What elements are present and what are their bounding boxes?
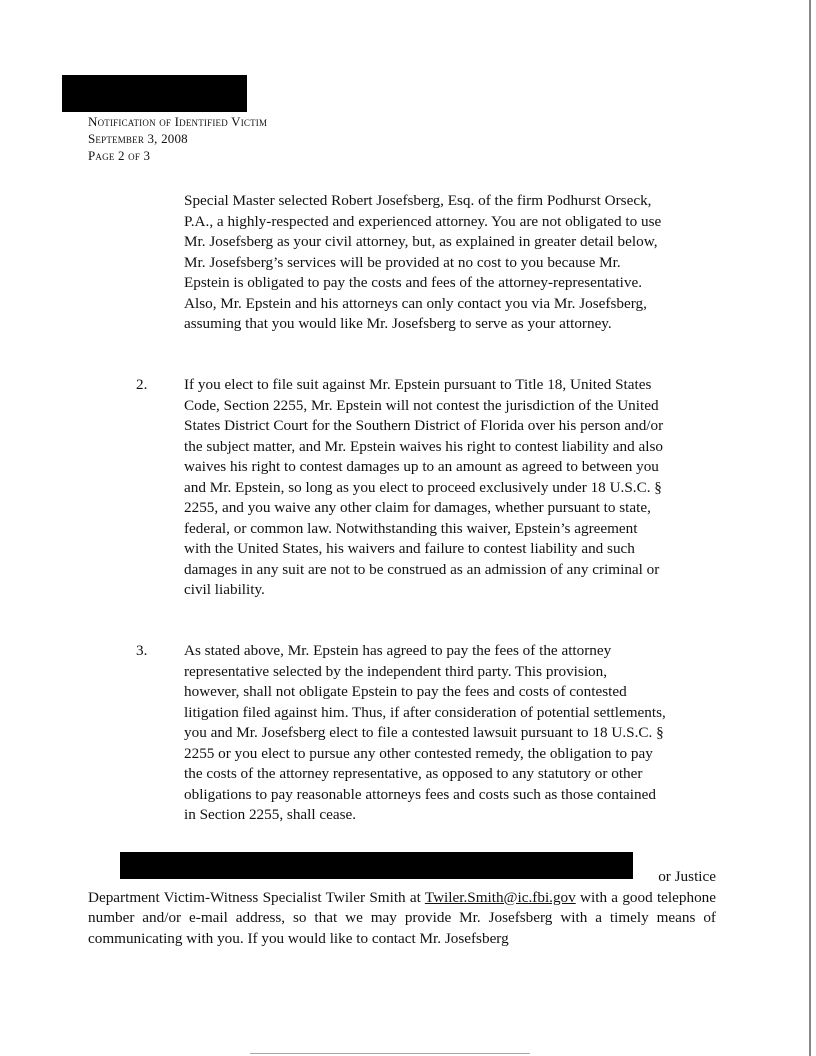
closing-text-part1: Department Victim-Witness Specialist Twiler Smith at [88, 888, 421, 906]
scan-edge-right [809, 0, 811, 1056]
item-2-text: If you elect to file suit against Mr. Epstein pursuant to Title 18, United States Code, Section 2255, Mr. Epstein will not contest the jurisdiction of the United States District Court for the Southern District of Florida over his person and/or the subject matter, and Mr. Epstein waives his right to contest liability and also waives his right to contest damages up to an amount as agreed to between you and Mr. Epstein, so long as you elect to proceed exclusively under 18 U.S.C. § 2255, and you waive any other claim for damages, whether pursuant to state, federal, or common law. Notwithstanding this waiver, Epstein’s agreement with the United States, his waivers and failure to contest liability and such damages in any suit are not to be construed as an admission of any criminal or civil liability. [184, 376, 664, 598]
specialist-email-link[interactable]: Twiler.Smith@ic.fbi.gov [424, 888, 576, 906]
paragraph-intro: Special Master selected Robert Josefsberg, Esq. of the firm Podhurst Orseck, P.A., a highly-respected and experienced attorney. You are not obligated to use Mr. Josefsberg as your civil attorney, but, as explained in greater detail below, Mr. Josefsberg’s services will be provided at no cost to you because Mr. Epstein is obligated to pay the costs and fees of the attorney-representative. Also, Mr. Epstein and his attorneys can only contact you via Mr. Josefsberg, assuming that you would like Mr. Josefsberg to serve as your attorney. [184, 192, 662, 332]
scan-edge-bottom [250, 1053, 530, 1054]
item-3-number: 3. [136, 642, 148, 659]
redaction-header [62, 75, 247, 112]
closing-first-line: or Justice [658, 868, 716, 885]
item-2-number: 2. [136, 376, 148, 393]
header-title: Notification of Identified Victim [88, 114, 268, 129]
letter-header [88, 113, 267, 164]
header-page-number: Page 2 of 3 [88, 148, 151, 163]
closing-text-part2: with a good telephone number and/or e-mail address, so that we may provide Mr. Josefsberg with a timely means of communicating with you. If you would like to contact Mr. Josefsberg [88, 888, 717, 947]
closing-paragraph [88, 867, 716, 949]
header-date: September 3, 2008 [88, 131, 188, 146]
item-3-text: As stated above, Mr. Epstein has agreed to pay the fees of the attorney representative selected by the independent third party. This provision, however, shall not obligate Epstein to pay the fees and costs of contested litigation filed against him. Thus, if after consideration of potential settlements, you and Mr. Josefsberg elect to file a contested lawsuit pursuant to 18 U.S.C. § 2255 or you elect to pursue any other contested remedy, the obligation to pay the costs of the attorney representative, as opposed to any statutory or other obligations to pay reasonable attorneys fees and costs such as those contained in Section 2255, shall cease. [184, 642, 666, 823]
